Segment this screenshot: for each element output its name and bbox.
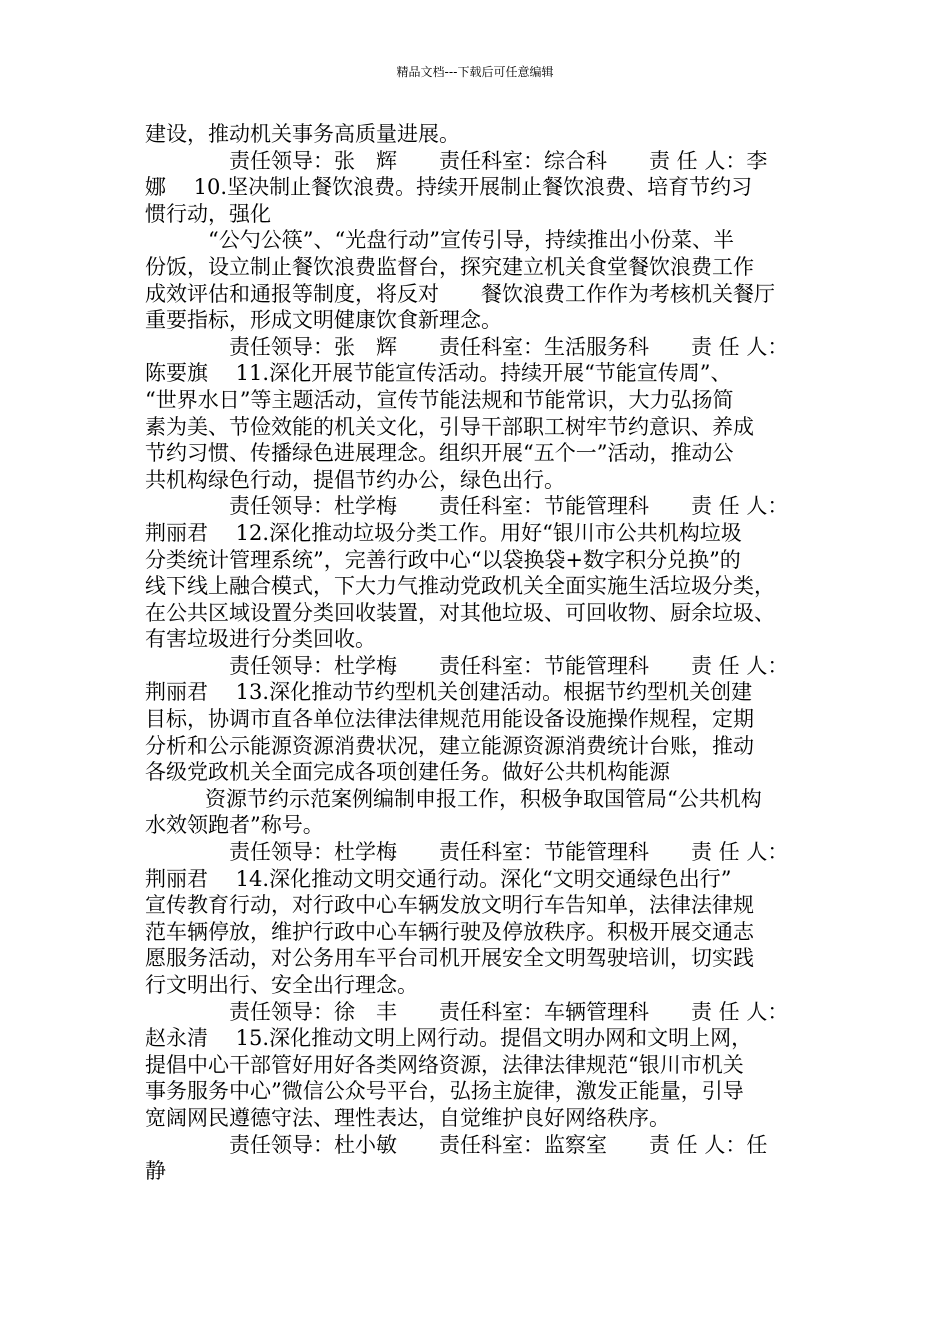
text-line: 有害垃圾进行分类回收。 (145, 627, 376, 652)
responsibility-line: 责任领导：杜小敏 责任科室：监察室 责 任 人：任 (229, 1132, 768, 1157)
text-line: 宣传教育行动，对行政中心车辆发放文明行车告知单，法律法律规 (145, 893, 754, 918)
text-line: 荆丽君 12.深化推动垃圾分类工作。用好“银川市公共机构垃圾 (145, 520, 742, 545)
text-line: 行文明出行、安全出行理念。 (145, 973, 418, 997)
responsibility-line: 责任领导：张 辉 责任科室：生活服务科 责 任 人： (229, 334, 789, 359)
text-line: 资源节约示范案例编制申报工作，积极争取国管局“公共机构 (205, 786, 762, 811)
text-line: 范车辆停放，维护行政中心车辆行驶及停放秩序。积极开展交通志 (145, 919, 754, 944)
text-line: 宽阔网民遵德守法、理性表达，自觉维护良好网络秩序。 (145, 1105, 670, 1130)
text-line: 份饭，设立制止餐饮浪费监督台，探究建立机关食堂餐饮浪费工作 (145, 254, 754, 279)
text-line: 线下线上融合模式，下大力气推动党政机关全面实施生活垃圾分类， (145, 574, 775, 599)
text-line: 建设，推动机关事务高质量进展。 (145, 122, 460, 146)
responsibility-line: 责任领导：徐 丰 责任科室：车辆管理科 责 任 人： (229, 999, 789, 1024)
text-line: 成效评估和通报等制度，将反对 餐饮浪费工作作为考核机关餐厅 (145, 281, 775, 306)
responsibility-line: 责任领导：杜学梅 责任科室：节能管理科 责 任 人： (229, 494, 789, 519)
text-line: 目标，协调市直各单位法律法律规范用能设备设施操作规程，定期 (145, 707, 754, 732)
page-header: 精品文档---下载后可任意编辑 (396, 65, 554, 79)
text-line: 重要指标，形成文明健康饮食新理念。 (145, 308, 502, 333)
responsibility-line: 责任领导：杜学梅 责任科室：节能管理科 责 任 人： (229, 840, 789, 865)
text-line: 陈要旗 11.深化开展节能宣传活动。持续开展“节能宣传周”、 (145, 361, 732, 386)
text-line: 静 (145, 1159, 166, 1184)
text-line: 素为美、节俭效能的机关文化，引导干部职工树牢节约意识、养成 (145, 414, 754, 439)
document-body (145, 121, 810, 1185)
text-line: 共机构绿色行动，提倡节约办公，绿色出行。 (145, 467, 565, 492)
text-line: 在公共区域设置分类回收装置，对其他垃圾、可回收物、厨余垃圾、 (145, 600, 775, 625)
text-line: 荆丽君 13.深化推动节约型机关创建活动。根据节约型机关创建 (145, 680, 753, 705)
text-line: “公勺公筷”、“光盘行动”宣传引导，持续推出小份菜、半 (208, 228, 734, 253)
text-line: 水效领跑者”称号。 (145, 813, 324, 838)
text-line: 娜 10.坚决制止餐饮浪费。持续开展制止餐饮浪费、培育节约习 (145, 175, 753, 200)
text-line: 节约习惯、传播绿色进展理念。组织开展“五个一”活动，推动公 (145, 441, 734, 466)
text-line: 事务服务中心”微信公众号平台，弘扬主旋律，激发正能量，引导 (145, 1079, 744, 1104)
text-line: 荆丽君 14.深化推动文明交通行动。深化“文明交通绿色出行” (145, 866, 732, 891)
text-line: 愿服务活动，对公务用车平台司机开展安全文明驾驶培训，切实践 (145, 946, 754, 971)
text-line: 各级党政机关全面完成各项创建任务。做好公共机构能源 (145, 760, 670, 785)
responsibility-line: 责任领导：张 辉 责任科室：综合科 责 任 人：李 (229, 148, 768, 173)
text-line: 惯行动，强化 (145, 201, 271, 226)
text-line: 分类统计管理系统”，完善行政中心“以袋换袋+数字积分兑换”的 (145, 547, 741, 572)
text-line: 提倡中心干部管好用好各类网络资源，法律法律规范“银川市机关 (145, 1052, 744, 1077)
responsibility-line: 责任领导：杜学梅 责任科室：节能管理科 责 任 人： (229, 653, 789, 678)
text-line: 分析和公示能源资源消费状况，建立能源资源消费统计台账，推动 (145, 733, 754, 758)
text-line: 赵永清 15.深化推动文明上网行动。提倡文明办网和文明上网， (145, 1026, 753, 1051)
text-line: “世界水日”等主题活动，宣传节能法规和节能常识，大力弘扬简 (145, 387, 734, 412)
